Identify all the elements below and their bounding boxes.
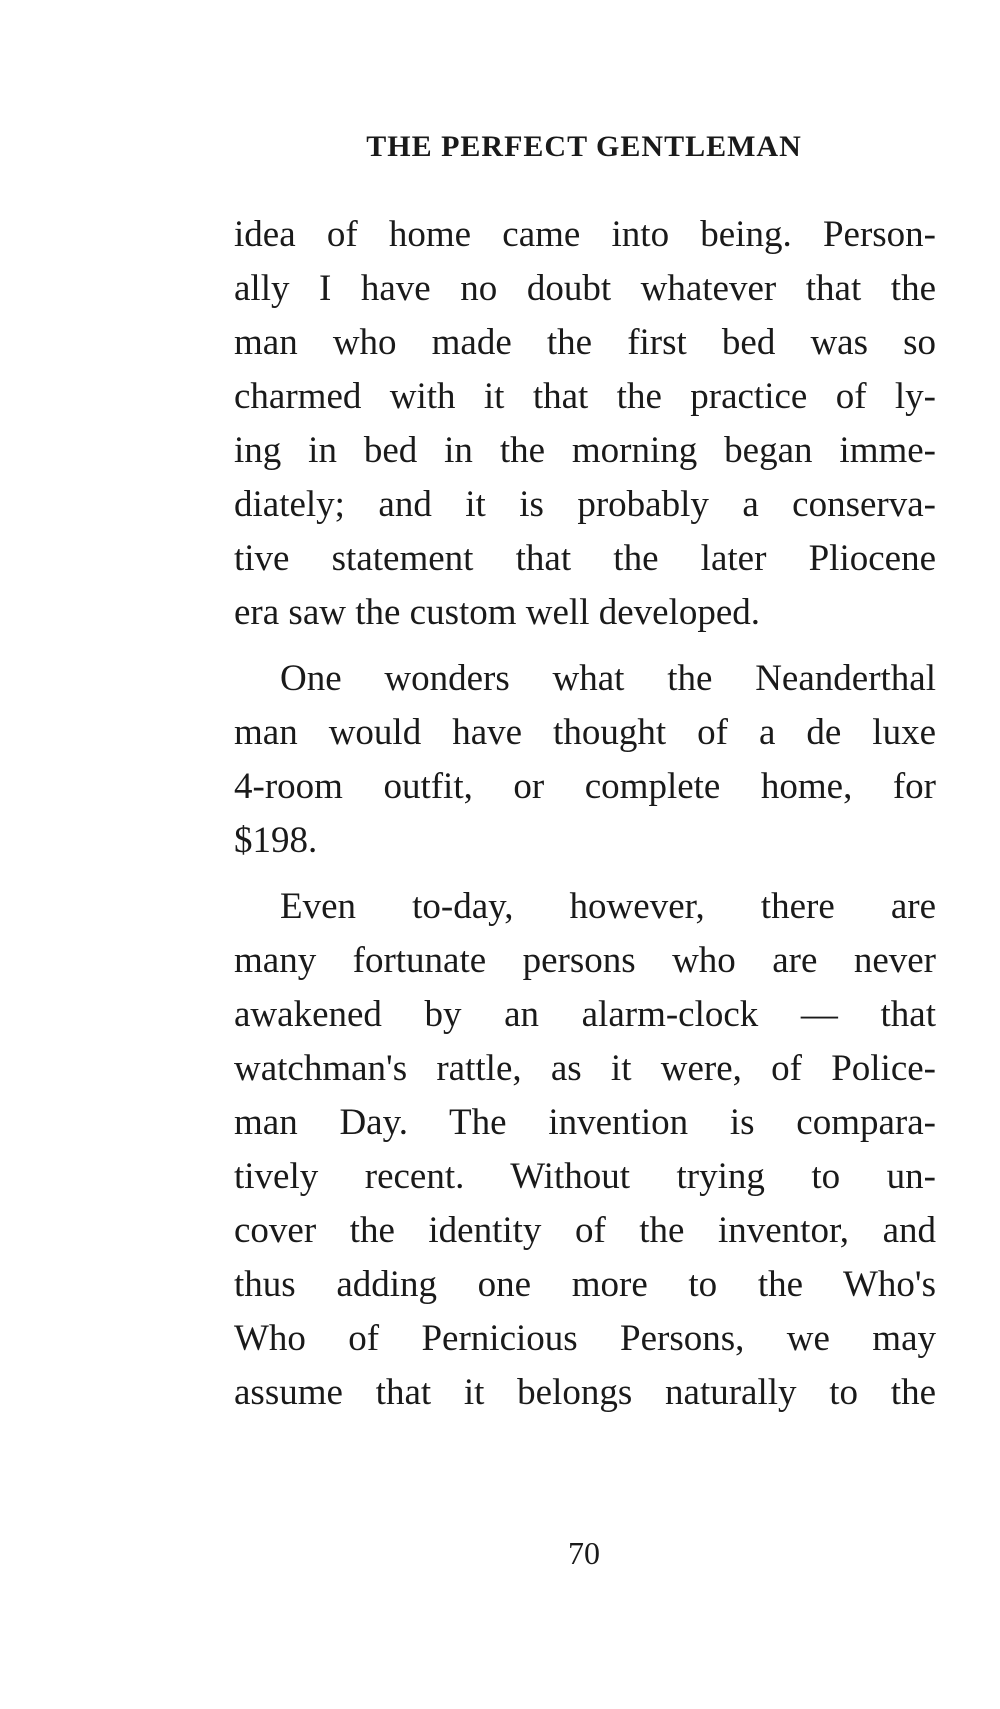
paragraph-gap xyxy=(234,868,936,880)
text-line: many fortunate persons who are never xyxy=(234,940,936,981)
text-line: One wonders what the Neanderthal xyxy=(280,658,936,699)
text-line: tively recent. Without trying to un- xyxy=(234,1156,936,1197)
paragraph xyxy=(234,652,936,868)
page-body xyxy=(234,208,936,1420)
text-line: awakened by an alarm-clock — that xyxy=(234,994,936,1035)
text-line: era saw the custom well developed. xyxy=(234,592,761,633)
text-line: tive statement that the later Pliocene xyxy=(234,538,936,579)
text-line: man who made the first bed was so xyxy=(234,322,936,363)
text-line: cover the identity of the inventor, and xyxy=(234,1210,936,1251)
paragraph xyxy=(234,208,936,640)
paragraph-gap xyxy=(234,640,936,652)
text-line: watchman's rattle, as it were, of Police- xyxy=(234,1048,936,1089)
text-line: Who of Pernicious Persons, we may xyxy=(234,1318,936,1359)
text-line: thus adding one more to the Who's xyxy=(234,1264,936,1305)
text-line: charmed with it that the practice of ly- xyxy=(234,376,936,417)
running-header: THE PERFECT GENTLEMAN xyxy=(366,130,802,163)
text-line: man Day. The invention is compara- xyxy=(234,1102,936,1143)
paragraph xyxy=(234,880,936,1420)
text-line: Even to-day, however, there are xyxy=(280,886,936,927)
text-line: assume that it belongs naturally to the xyxy=(234,1372,936,1413)
page-number: 70 xyxy=(568,1535,600,1571)
text-line: idea of home came into being. Person- xyxy=(234,214,936,255)
text-line: 4-room outfit, or complete home, for xyxy=(234,766,936,807)
text-line: diately; and it is probably a conserva- xyxy=(234,484,936,525)
text-line: $198. xyxy=(234,820,318,861)
text-line: man would have thought of a de luxe xyxy=(234,712,936,753)
text-line: ally I have no doubt whatever that the xyxy=(234,268,936,309)
text-line: ing in bed in the morning began imme- xyxy=(234,430,936,471)
